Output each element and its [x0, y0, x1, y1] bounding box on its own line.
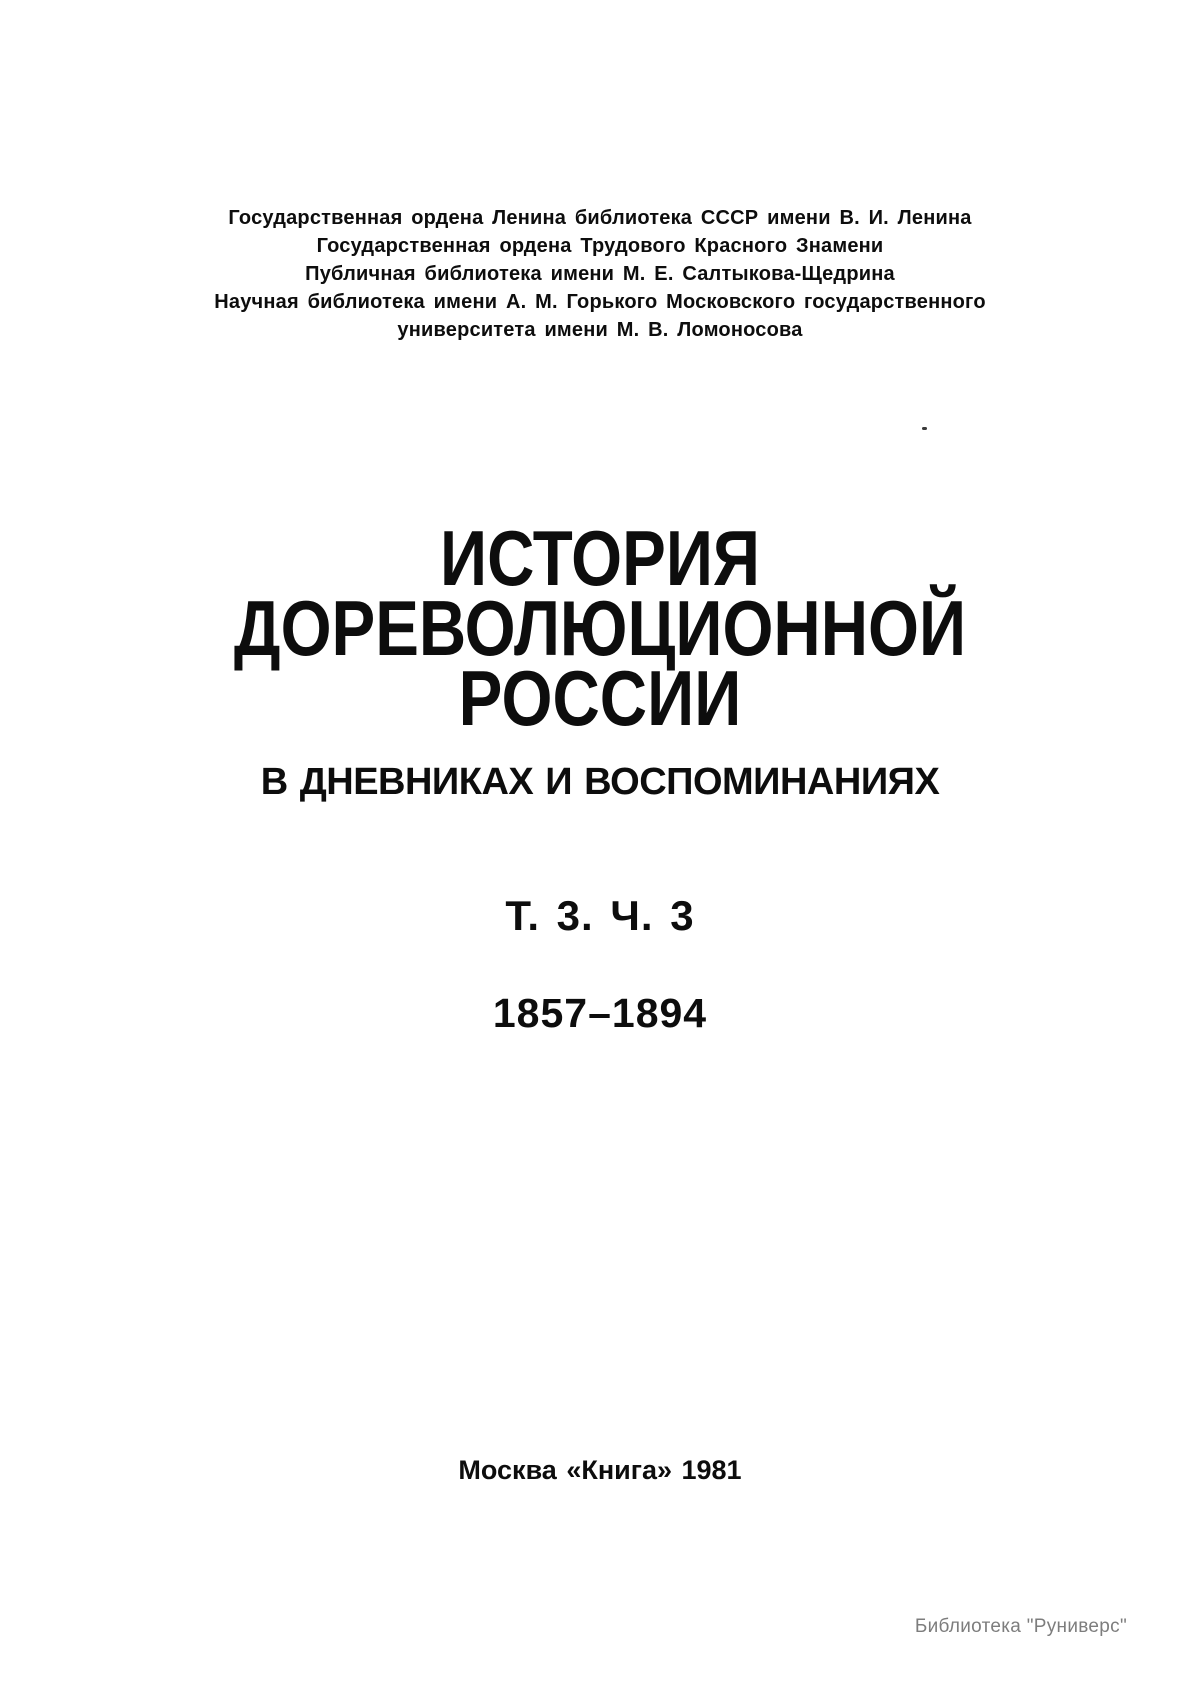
institution-line: Государственная ордена Ленина библиотека СССР имени В. И. Ленина	[228, 207, 972, 229]
book-title-line: ДОРЕВОЛЮЦИОННОЙ	[233, 584, 967, 672]
institution-line: университета имени М. В. Ломоносова	[397, 319, 803, 341]
institution-line: Публичная библиотека имени М. Е. Салтыкова-Щедрина	[305, 263, 895, 285]
years-range: 1857–1894	[492, 990, 708, 1036]
imprint: Москва «Книга» 1981	[458, 1455, 742, 1485]
book-subtitle: В ДНЕВНИКАХ И ВОСПОМИНАНИЯХ	[260, 761, 940, 803]
institution-line: Государственная ордена Трудового Красного Знамени	[316, 235, 884, 257]
runivers-watermark: Библиотека "Руниверс"	[914, 1616, 1127, 1637]
book-title	[103, 514, 1098, 742]
book-title-line: ИСТОРИЯ	[439, 514, 761, 602]
scan-artifact-dot	[922, 427, 927, 430]
book-title-line: РОССИИ	[458, 654, 742, 742]
institution-line: Научная библиотека имени А. М. Горького Московского государственного	[214, 291, 986, 313]
volume-part-label: Т. 3. Ч. 3	[505, 892, 695, 939]
institutions-block	[8, 204, 1192, 344]
